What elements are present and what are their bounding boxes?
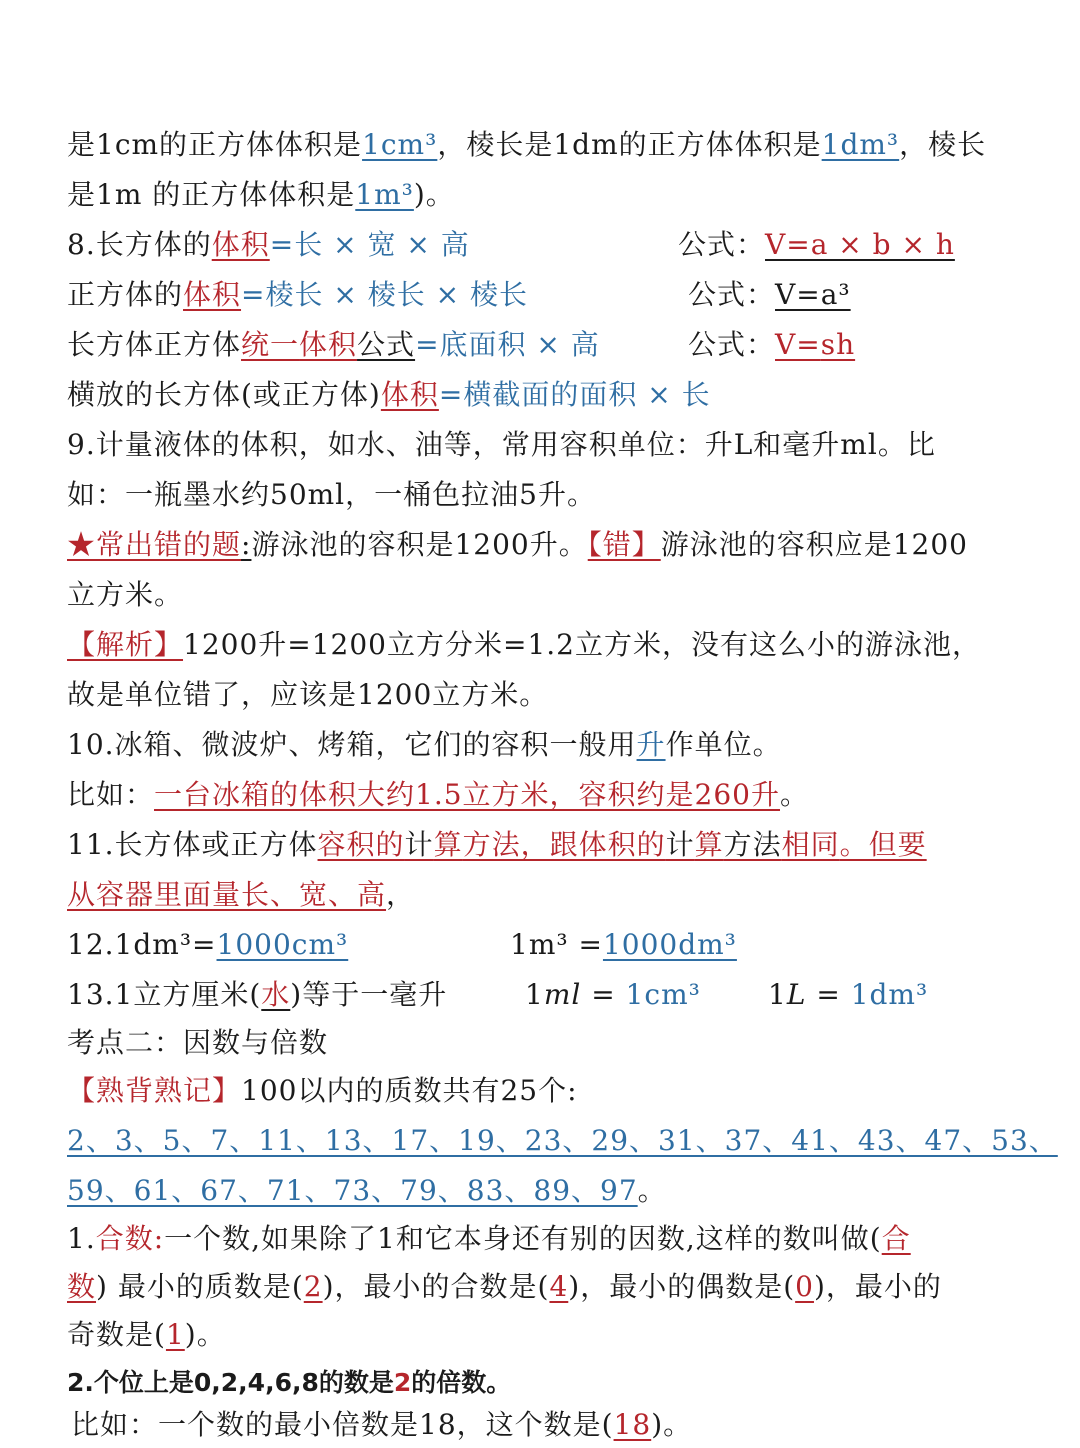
math-unit: L xyxy=(786,978,807,1011)
text: 9.计量液体的体积，如水、油等，常用容积单位：升L和毫升ml。比 xyxy=(67,428,936,461)
answer-1000dm3: 1000dm³ xyxy=(602,928,737,961)
text: 如：一瓶墨水约50ml，一桶色拉油5升。 xyxy=(67,478,596,511)
math: 1 xyxy=(768,978,787,1011)
text: )。 xyxy=(184,1318,226,1351)
analysis-tag: 【解析】 xyxy=(67,628,184,661)
keyword: 方法，跟体积的 xyxy=(462,828,666,861)
line-smallest-numbers xyxy=(67,1264,942,1310)
text: 故是单位错了，应该是1200立方米。 xyxy=(67,678,549,711)
text: 11.长方体或正方体 xyxy=(67,828,318,861)
formula-v: V= xyxy=(775,328,821,361)
text: 10.冰箱、微波炉、烤箱，它们的容积一般用 xyxy=(67,728,637,761)
formula-cuboid xyxy=(678,222,955,268)
formula-unified xyxy=(688,322,855,368)
answer-1cm3: 1cm³ xyxy=(362,128,438,161)
heading-text: 考点二：因数与倍数 xyxy=(67,1026,329,1059)
formula-label: 公式： xyxy=(678,228,766,261)
keyword: 算 xyxy=(694,828,724,861)
answer-1m3: 1m³ xyxy=(355,178,414,211)
answer-smallest-prime: 2 xyxy=(303,1270,323,1303)
text: 正方体的 xyxy=(67,278,184,311)
line-appliance-capacity xyxy=(67,722,782,768)
keyword: 计 xyxy=(404,828,434,861)
common-mistake-label: ★常出错的题 xyxy=(67,528,242,561)
text: 8.长方体的 xyxy=(67,228,212,261)
line-1m-cube xyxy=(67,172,455,218)
line-cube-volume-units xyxy=(67,122,986,168)
formula-words: 底面积 × 高 xyxy=(439,328,600,361)
line-unit-conversion xyxy=(67,922,348,968)
answer-18: 18 xyxy=(613,1408,652,1441)
line-water-ml xyxy=(67,972,447,1018)
text: 横放的长方体(或正方体) xyxy=(67,378,381,411)
text: ) 最小的质数是( xyxy=(96,1270,304,1303)
answer-smallest-composite: 4 xyxy=(549,1270,569,1303)
keyword: 容积的 xyxy=(317,828,405,861)
line-liquid-volume xyxy=(67,422,936,468)
text: 长方体正方体 xyxy=(67,328,242,361)
answer-smallest-odd: 1 xyxy=(165,1318,185,1351)
text: 1200升=1200立方分米=1.2立方米，没有这么小的游泳池， xyxy=(183,628,981,661)
line-fridge-example xyxy=(67,772,809,818)
text: 比如： xyxy=(67,778,155,811)
text: 是1m 的正方体体积是 xyxy=(67,178,356,211)
answer-smallest-even: 0 xyxy=(795,1270,814,1303)
answer-composite: 数 xyxy=(67,1270,97,1303)
text: 12.1dm³= xyxy=(67,928,217,961)
keyword-volume: 体积 xyxy=(380,378,439,411)
text: )，最小的偶数是( xyxy=(568,1270,796,1303)
line-analysis xyxy=(67,622,981,668)
line-example-liquid xyxy=(67,472,596,518)
line-measure-inside xyxy=(67,872,415,918)
text: )，最小的 xyxy=(813,1270,942,1303)
keyword-unified: 统一 xyxy=(241,328,300,361)
text: 游泳池的容积应是1200 xyxy=(660,528,968,561)
line-primes-1 xyxy=(67,1118,1058,1164)
measure-inside: 从容器里面量长、宽、高 xyxy=(67,878,387,911)
fridge-example: 一台冰箱的体积大约1.5立方米，容积约是260升 xyxy=(154,778,780,811)
formula-words: 横截面的面积 × 长 xyxy=(463,378,711,411)
line-analysis-conclusion xyxy=(67,672,548,718)
equation-ml xyxy=(525,972,701,1018)
equation-liter xyxy=(768,972,928,1018)
text: ， xyxy=(386,878,416,911)
math: 1 xyxy=(525,978,544,1011)
keyword: 计 xyxy=(665,828,695,861)
line-capacity-method xyxy=(67,822,927,868)
text: 1m³ = xyxy=(510,928,603,961)
text: 作单位。 xyxy=(665,728,782,761)
formula-value: V=a × b × h xyxy=(765,228,955,261)
answer-water: 水 xyxy=(261,978,291,1011)
text: 游泳池的容积是1200升。 xyxy=(251,528,588,561)
conversion-m3 xyxy=(510,922,737,968)
line-smallest-odd xyxy=(67,1312,226,1358)
text: )。 xyxy=(651,1408,693,1441)
formula-cube xyxy=(688,272,851,318)
equals: = xyxy=(438,378,464,411)
keyword: 算 xyxy=(433,828,463,861)
keyword-volume: 体积 xyxy=(299,328,358,361)
keyword: 相同 xyxy=(781,828,840,861)
section-heading xyxy=(67,1020,328,1066)
text: 一个数,如果除了1和它本身还有别的因数,这样的数叫做( xyxy=(164,1222,882,1255)
line-horizontal-cuboid xyxy=(67,372,711,418)
math-value: 1cm³ xyxy=(625,978,701,1011)
formula-words: 棱长 × 棱长 × 棱长 xyxy=(265,278,529,311)
colon: : xyxy=(241,528,252,561)
line-primes-intro xyxy=(67,1068,578,1114)
text: 2.个位上是0,2,4,6,8的数是 xyxy=(67,1368,394,1397)
answer-composite: 合 xyxy=(881,1222,911,1255)
keyword-formula: 公式 xyxy=(357,328,416,361)
text: )。 xyxy=(413,178,455,211)
equals: = xyxy=(241,278,266,311)
keyword: 。但要 xyxy=(839,828,927,861)
answer-1000cm3: 1000cm³ xyxy=(216,928,349,961)
formula-label: 公式： xyxy=(688,328,776,361)
math-unit: ml xyxy=(543,978,582,1011)
text: ，棱长 xyxy=(899,128,987,161)
text: )，最小的合数是( xyxy=(322,1270,550,1303)
memorize-tag: 【熟背熟记】 xyxy=(67,1074,242,1107)
answer-liter: 升 xyxy=(636,728,666,761)
line-composite-def xyxy=(67,1216,911,1262)
text: 的倍数。 xyxy=(411,1368,512,1397)
keyword: 方法 xyxy=(723,828,782,861)
formula-label: 公式： xyxy=(688,278,776,311)
text: ，棱长是1dm的正方体体积是 xyxy=(437,128,822,161)
math-value: 1dm³ xyxy=(850,978,929,1011)
line-common-mistake xyxy=(67,522,968,568)
text: 是1cm的正方体体积是 xyxy=(67,128,363,161)
text: 100以内的质数共有25个: xyxy=(241,1074,578,1107)
math-equals: = xyxy=(806,978,851,1011)
text: 比如：一个数的最小倍数是18，这个数是( xyxy=(71,1408,614,1441)
text: 。 xyxy=(637,1174,667,1207)
equals: = xyxy=(415,328,440,361)
equals: = xyxy=(269,228,295,261)
text: 奇数是( xyxy=(67,1318,166,1351)
line-unified-formula xyxy=(67,322,600,368)
wrong-tag: 【错】 xyxy=(587,528,661,561)
line-primes-2 xyxy=(67,1168,667,1214)
formula-sh: sh xyxy=(820,328,856,361)
keyword-composite: 合数: xyxy=(95,1222,165,1255)
answer-1dm3: 1dm³ xyxy=(821,128,900,161)
primes-list: 59、61、67、71、73、79、83、89、97 xyxy=(67,1174,638,1207)
text: 立方米。 xyxy=(67,578,184,611)
text: )等于一毫升 xyxy=(290,978,448,1011)
keyword-2: 2 xyxy=(393,1368,412,1397)
line-multiple-of-2 xyxy=(67,1360,511,1406)
text: 。 xyxy=(780,778,810,811)
formula-value: V=a³ xyxy=(775,278,851,311)
math-equals: = xyxy=(581,978,626,1011)
text: 13.1立方厘米( xyxy=(67,978,262,1011)
line-smallest-multiple xyxy=(71,1402,692,1448)
keyword-volume: 体积 xyxy=(211,228,270,261)
line-cube-volume xyxy=(67,272,528,318)
formula-words: 长 × 宽 × 高 xyxy=(294,228,470,261)
text: 1. xyxy=(67,1222,96,1255)
keyword-volume: 体积 xyxy=(183,278,242,311)
primes-list: 2、3、5、7、11、13、17、19、23、29、31、37、41、43、47、53、 xyxy=(67,1124,1058,1157)
line-cubic-meter xyxy=(67,572,183,618)
line-cuboid-volume xyxy=(67,222,470,268)
